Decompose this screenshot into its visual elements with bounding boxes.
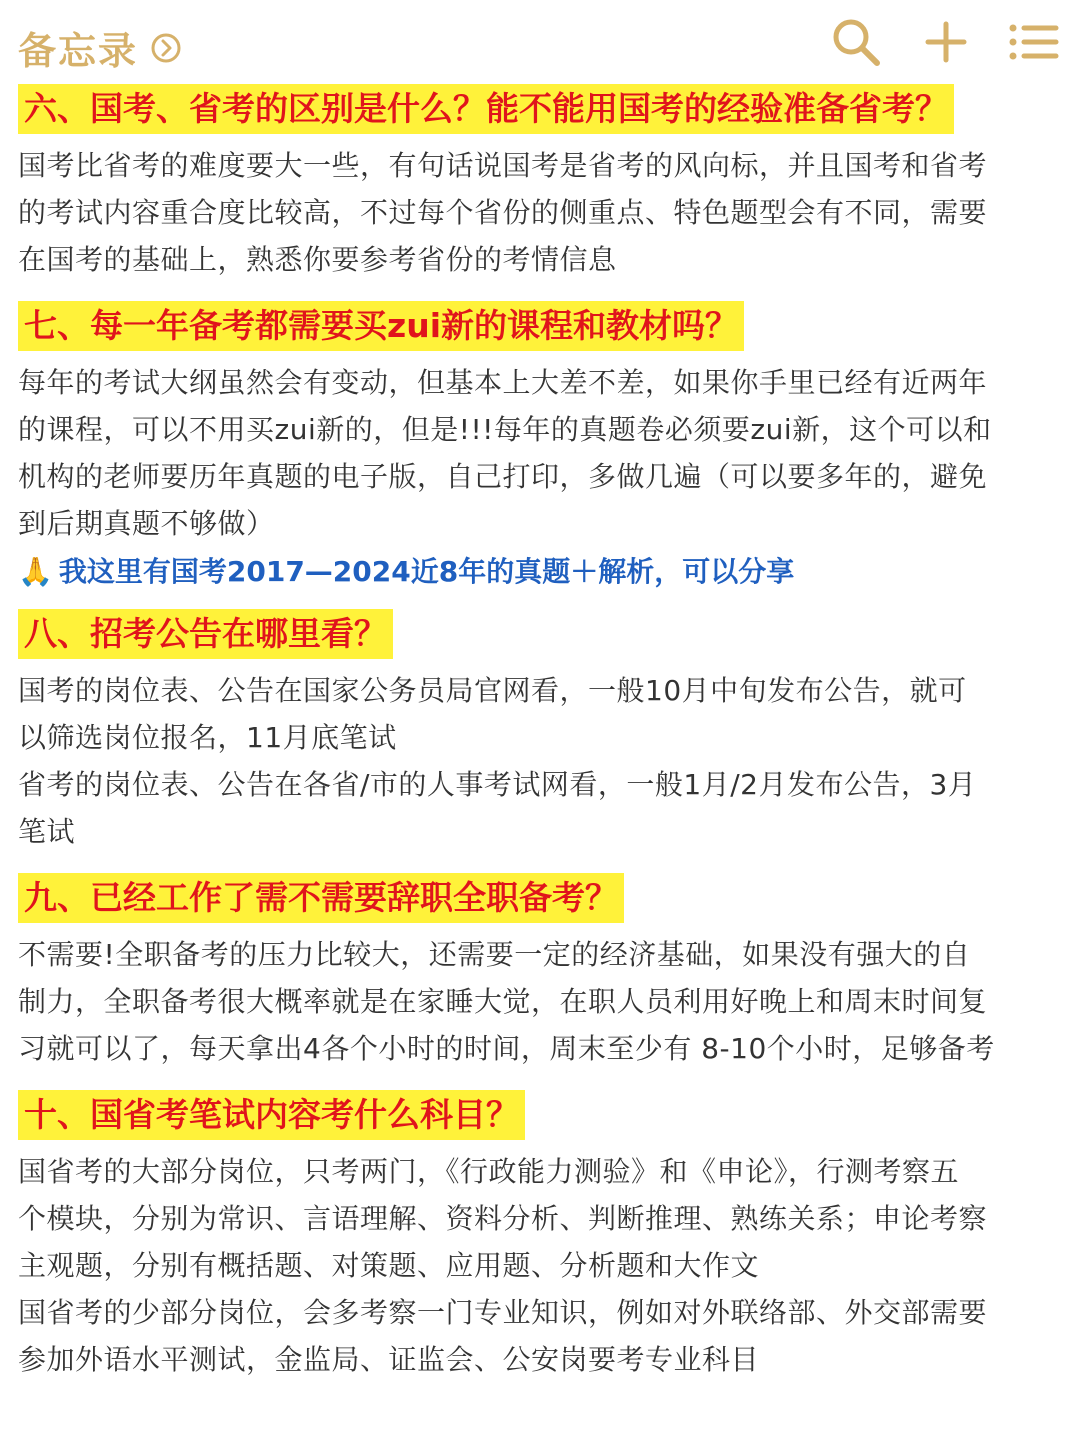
- promo-text: 我这里有国考2017—2024近8年的真题＋解析，可以分享: [58, 555, 795, 588]
- paragraph-line: 国省考的少部分岗位，会多考察一门专业知识，例如对外联络部、外交部需要: [18, 1296, 988, 1329]
- paragraph-line: 习就可以了，每天拿出4各个小时的时间，周末至少有 8-10个小时，足够备考: [18, 1032, 995, 1065]
- paragraph-line: 不需要!全职备考的压力比较大，还需要一定的经济基础，如果没有强大的自: [18, 938, 971, 971]
- promo-line: [18, 547, 1068, 597]
- section-heading-wrap: [18, 873, 1068, 923]
- add-icon[interactable]: [918, 14, 974, 70]
- section-heading-wrap: [18, 301, 1068, 351]
- paragraph-line: 的课程，可以不用买zui新的，但是!!!每年的真题卷必须要zui新，这个可以和: [18, 413, 992, 446]
- top-bar: [0, 0, 1080, 84]
- paragraph-line: 国考比省考的难度要大一些，有句话说国考是省考的风向标，并且国考和省考: [18, 149, 988, 182]
- section-heading: 六、国考、省考的区别是什么？能不能用国考的经验准备省考？: [18, 84, 954, 134]
- paragraph-line: 笔试: [18, 815, 76, 848]
- app-title[interactable]: [18, 20, 182, 75]
- section-heading-wrap: [18, 609, 1068, 659]
- paragraph-line: 国考的岗位表、公告在国家公务员局官网看，一般10月中旬发布公告，就可: [18, 674, 967, 707]
- search-icon[interactable]: [828, 14, 884, 70]
- section-heading-wrap: [18, 1090, 1068, 1140]
- paragraph-line: 参加外语水平测试，金监局、证监会、公安岗要考专业科目: [18, 1343, 760, 1376]
- praying-hands-icon: 🙏: [18, 555, 53, 588]
- paragraph-line: 个模块，分别为常识、言语理解、资料分析、判断推理、熟练关系；申论考察: [18, 1202, 988, 1235]
- paragraph-line: 的考试内容重合度比较高，不过每个省份的侧重点、特色题型会有不同，需要: [18, 196, 988, 229]
- section-heading: 八、招考公告在哪里看？: [18, 609, 393, 659]
- paragraph-line: 主观题，分别有概括题、对策题、应用题、分析题和大作文: [18, 1249, 760, 1282]
- paragraph-line: 国省考的大部分岗位，只考两门，《行政能力测验》和《申论》，行测考察五: [18, 1155, 960, 1188]
- paragraph-line: 到后期真题不够做）: [18, 507, 275, 540]
- section-heading-wrap: [18, 84, 1068, 134]
- section-heading: 十、国省考笔试内容考什么科目？: [18, 1090, 525, 1140]
- paragraph-line: 以筛选岗位报名，11月底笔试: [18, 721, 397, 754]
- section-heading: 七、每一年备考都需要买zui新的课程和教材吗？: [18, 301, 744, 351]
- note-content[interactable]: [18, 80, 1068, 1383]
- paragraph-line: 在国考的基础上，熟悉你要参考省份的考情信息: [18, 243, 617, 276]
- paragraph-line: 制力，全职备考很大概率就是在家睡大觉，在职人员利用好晚上和周末时间复: [18, 985, 988, 1018]
- section-heading: 九、已经工作了需不需要辞职全职备考？: [18, 873, 624, 923]
- list-icon[interactable]: [1004, 14, 1060, 70]
- paragraph-line: 省考的岗位表、公告在各省/市的人事考试网看，一般1月/2月发布公告，3月: [18, 768, 977, 801]
- paragraph-line: 机构的老师要历年真题的电子版，自己打印，多做几遍（可以要多年的，避免: [18, 460, 988, 493]
- paragraph-line: 每年的考试大纲虽然会有变动，但基本上大差不差，如果你手里已经有近两年: [18, 366, 988, 399]
- app-title-label: 备忘录: [18, 29, 139, 73]
- chevron-right-circle-icon[interactable]: [150, 32, 182, 64]
